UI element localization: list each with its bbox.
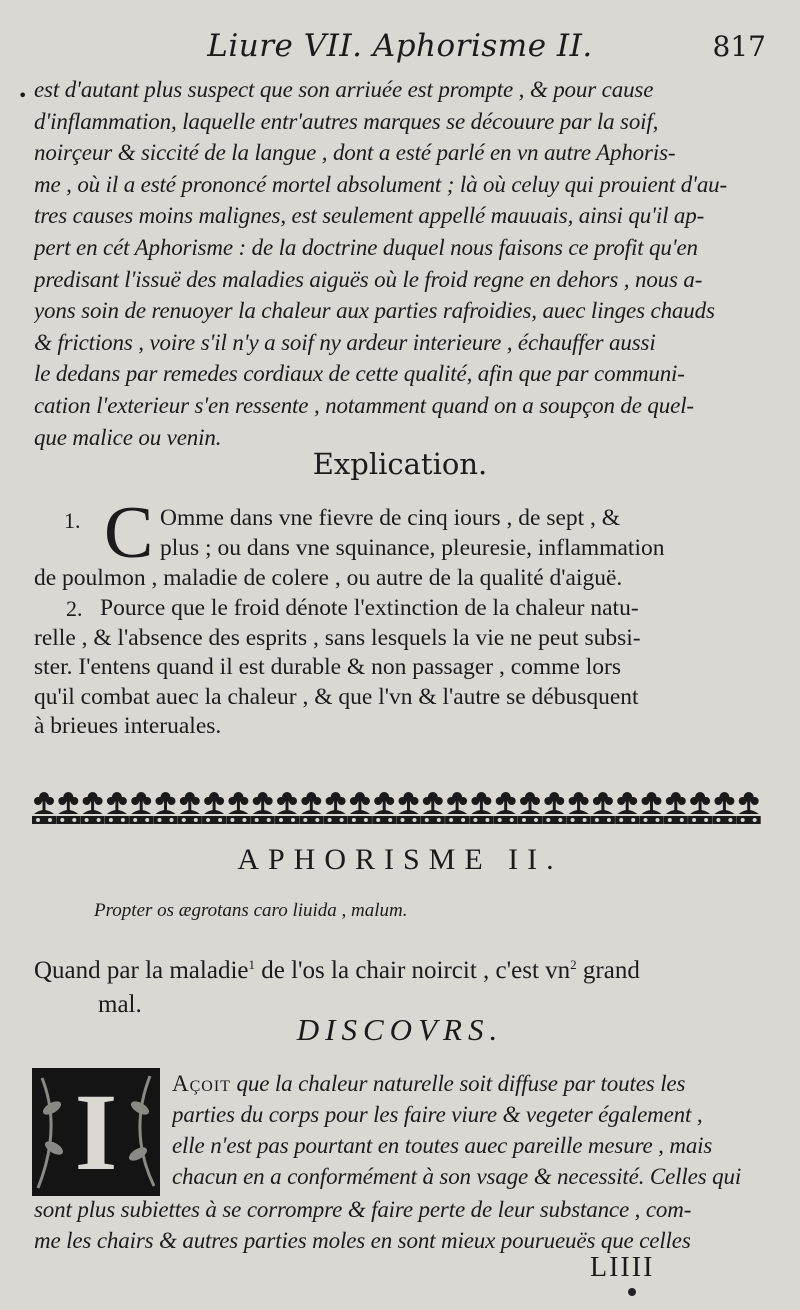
text-line: qu'il combat auec la chaleur , & que l'vn & l'autre se débusquent: [34, 683, 639, 710]
text-run: que la chaleur naturelle soit diffuse par toutes les: [230, 1071, 686, 1096]
french-aphorism: [34, 948, 764, 1022]
text-line: Pource que le froid dénote l'extinction de la chaleur natu-: [100, 595, 639, 621]
latin-aphorism: Propter os ægrotans caro liuida , malum.: [94, 900, 408, 921]
text-line: [34, 948, 764, 988]
fleuron: [421, 792, 445, 824]
fleuron: [105, 792, 129, 824]
fleuron: [397, 792, 421, 824]
fleuron: [81, 792, 105, 824]
drop-cap: C: [104, 492, 154, 574]
fleuron: [178, 792, 202, 824]
discours-paragraph-bottom: [34, 1194, 766, 1256]
text-line: ster. I'entens quand il est durable & non passager , comme lors: [34, 654, 622, 680]
fleuron: [494, 792, 518, 824]
text-line: plus ; ou dans vne squinance, pleuresie, inflammation: [160, 535, 665, 561]
continued-paragraph: [34, 74, 766, 453]
fleuron: [445, 792, 469, 824]
text-line: mal.: [98, 991, 142, 1018]
ornamental-band: [32, 786, 762, 826]
text-line: me les chairs & autres parties moles en sont mieux pourueuës que celles: [34, 1228, 691, 1253]
discours-paragraph-top: [172, 1068, 764, 1192]
fleuron: [615, 792, 639, 824]
fleuron: [324, 792, 348, 824]
text-line: elle n'est pas pourtant en toutes auec pareille mesure , mais: [172, 1133, 713, 1158]
fleuron: [275, 792, 299, 824]
text-line: yons soin de renuoyer la chaleur aux parties rafroidies, auec linges chauds: [34, 298, 715, 324]
ink-dot: [628, 1288, 636, 1296]
signature-mark: LIIII: [590, 1252, 655, 1283]
text-line: pert en cét Aphorisme : de la doctrine duquel nous faisons ce profit qu'en: [34, 234, 698, 260]
fleuron: [129, 792, 153, 824]
text-run: Quand par la maladie: [34, 957, 249, 984]
text-line: que malice ou venin.: [34, 424, 222, 450]
text-line: predisant l'issuë des maladies aiguës où le froid regne en dehors , nous a-: [34, 266, 703, 292]
initial-letter: I: [74, 1071, 118, 1193]
text-line: noirçeur & siccité de la langue , dont a esté parlé en vn autre Aphoris-: [34, 140, 676, 166]
page-number: 817: [712, 30, 766, 63]
text-line: Omme dans vne fievre de cinq iours , de sept , &: [160, 505, 621, 531]
text-line: [172, 1068, 764, 1099]
text-line: tres causes moins malignes, est seulement appellé mauuais, ainsi qu'il ap-: [34, 203, 705, 229]
fleuron: [640, 792, 664, 824]
note-marker: 1: [248, 957, 255, 972]
text-line: chacun en a conformément à son vsage & necessité. Celles qui: [172, 1164, 742, 1189]
text-line: est d'autant plus suspect que son arriuée est prompte , & pour cause: [34, 77, 654, 102]
text-run: grand: [576, 957, 640, 984]
text-run: de l'os la chair noircit , c'est vn: [255, 957, 571, 984]
fleuron: [56, 792, 80, 824]
fleuron: [712, 792, 736, 824]
fleuron: [226, 792, 250, 824]
text-line: le dedans par remedes cordiaux de cette qualité, afin que par communi-: [34, 361, 685, 387]
text-line: me , où il a esté prononcé mortel absolument ; là où celuy qui prouient d'au-: [34, 171, 728, 197]
text-line: cation l'exterieur s'en ressente , notamment quand on a soupçon de quel-: [34, 392, 694, 418]
item-number: 1.: [64, 508, 81, 533]
decorated-initial: [32, 1068, 160, 1196]
fleuron: [469, 792, 493, 824]
fleuron: [154, 792, 178, 824]
fleuron: [299, 792, 323, 824]
page-header: [0, 28, 800, 68]
fleuron: [737, 792, 761, 824]
text-line: de poulmon , maladie de colere , ou autre de la qualité d'aiguë.: [34, 565, 623, 591]
fleuron: [688, 792, 712, 824]
explication-item-2: [34, 594, 764, 742]
fleuron: [542, 792, 566, 824]
text-line: à brieues interuales.: [34, 713, 222, 739]
text-line: parties du corps pour les faire viure & vegeter également ,: [172, 1102, 703, 1127]
text-line: d'inflammation, laquelle entr'autres marques se découure par la soif,: [34, 108, 659, 134]
note-marker: 2: [570, 957, 577, 972]
fleuron: [518, 792, 542, 824]
item-number: 2.: [66, 596, 83, 621]
fleuron: [567, 792, 591, 824]
text-line: relle , & l'absence des esprits , sans lesquels la vie ne peut subsi-: [34, 624, 641, 651]
running-head: Liure VII. Aphorisme II.: [207, 28, 593, 64]
fleuron: [32, 792, 56, 824]
discours-title: DISCOVRS.: [296, 1012, 504, 1047]
fleuron: [664, 792, 688, 824]
fleuron: [251, 792, 275, 824]
fleuron: [372, 792, 396, 824]
explication-heading: Explication.: [312, 447, 488, 481]
first-word: Açoit: [172, 1071, 231, 1096]
aphorism-title: APHORISME II.: [237, 843, 563, 876]
text-line: sont plus subiettes à se corrompre & faire perte de leur substance , com-: [34, 1197, 692, 1222]
fleuron: [348, 792, 372, 824]
fleuron: [591, 792, 615, 824]
text-line: & frictions , voire s'il n'y a soif ny ardeur interieure , échauffer aussi: [34, 329, 656, 355]
margin-bullet: •: [18, 86, 28, 105]
fleuron: [202, 792, 226, 824]
